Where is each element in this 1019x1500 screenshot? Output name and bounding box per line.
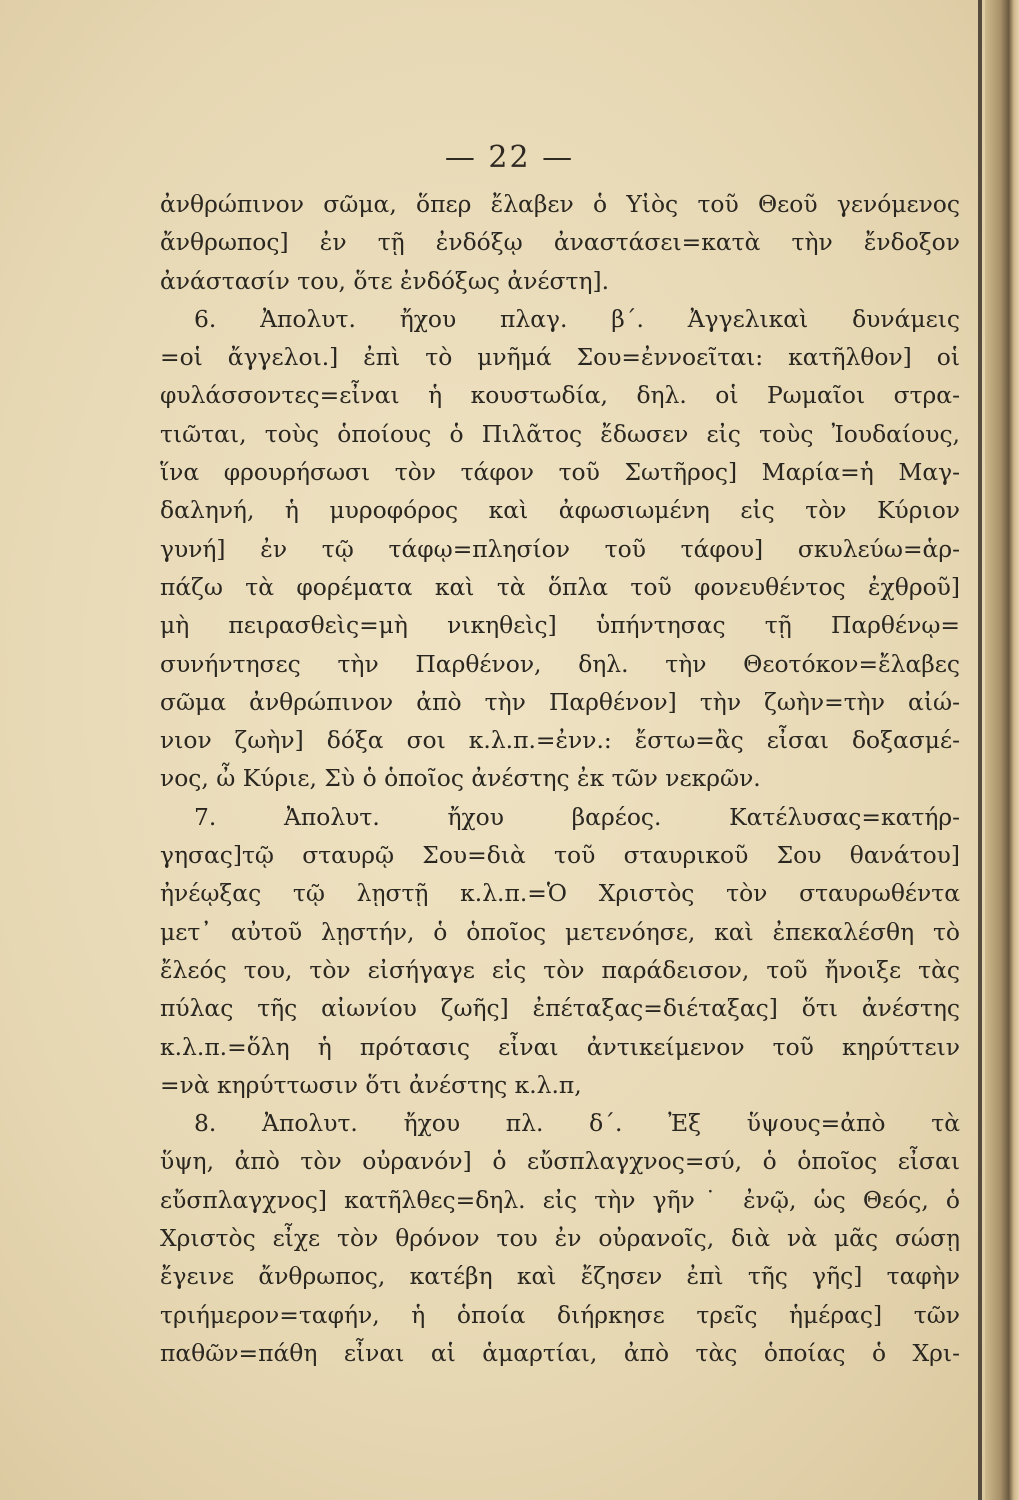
body-text <box>160 185 960 1372</box>
text-line: δαληνή, ἡ μυροφόρος καὶ ἀφωσιωμένη εἰς τὸν Κύριον <box>160 496 960 525</box>
text-line: συνήντησες τὴν Παρθένον, δηλ. τὴν Θεοτόκον=ἔλαβες <box>160 649 960 678</box>
text-line: πύλας τῆς αἰωνίου ζωῆς] ἐπέταξας=διέταξας] ὅτι ἀνέστης <box>160 994 960 1023</box>
text-line: =οἱ ἄγγελοι.] ἐπὶ τὸ μνῆμά Σου=ἐννοεῖται: κατῆλθον] οἱ <box>160 343 960 372</box>
text-line: παθῶν=πάθη εἶναι αἱ ἁμαρτίαι, ἀπὸ τὰς ὁποίας ὁ Χρι- <box>160 1338 960 1367</box>
text-line: ἄνθρωπος] ἐν τῇ ἐνδόξῳ ἀναστάσει=κατὰ τὴν ἔνδοξον <box>160 228 960 257</box>
text-line: μετ᾽ αὐτοῦ λῃστήν, ὁ ὁποῖος μετενόησε, καὶ ἐπεκαλέσθη τὸ <box>160 917 960 946</box>
text-line: τριήμερον=ταφήν, ἡ ὁποία διήρκησε τρεῖς ἡμέρας] τῶν <box>160 1300 960 1329</box>
text-line: ἠνέῳξας τῷ λῃστῇ κ.λ.π.=Ὁ Χριστὸς τὸν σταυρωθέντα <box>160 879 960 908</box>
text-line: νιον ζωὴν] δόξα σοι κ.λ.π.=ἐνν.: ἔστω=ἂς εἶσαι δοξασμέ- <box>160 726 960 755</box>
text-line: φυλάσσοντες=εἶναι ἡ κουστωδία, δηλ. οἱ Ρωμαῖοι στρα- <box>160 381 960 410</box>
text-line: 7. Ἀπολυτ. ἤχου βαρέος. Κατέλυσας=κατήρ- <box>194 802 960 831</box>
text-line: Χριστὸς εἶχε τὸν θρόνον του ἐν οὐρανοῖς, διὰ νὰ μᾶς σώσῃ <box>160 1224 960 1253</box>
text-line: ἀνάστασίν του, ὅτε ἐνδόξως ἀνέστη]. <box>160 266 610 295</box>
text-line: 8. Ἀπολυτ. ἤχου πλ. δ΄. Ἐξ ὕψους=ἀπὸ τὰ <box>194 1109 960 1138</box>
page-number: — 22 — <box>444 140 575 175</box>
text-line: ἔλεός του, τὸν εἰσήγαγε εἰς τὸν παράδεισον, τοῦ ἤνοιξε τὰς <box>160 955 960 984</box>
text-line: τιῶται, τοὺς ὁποίους ὁ Πιλᾶτος ἔδωσεν εἰς τοὺς Ἰουδαίους, <box>160 419 960 448</box>
text-line: μὴ πειρασθεὶς=μὴ νικηθεὶς] ὑπήντησας τῇ Παρθένῳ= <box>160 611 960 640</box>
text-line: γυνή] ἐν τῷ τάφῳ=πλησίον τοῦ τάφου] σκυλεύω=ἁρ- <box>160 534 960 563</box>
page-edge-line <box>978 0 982 1500</box>
text-line: =νὰ κηρύττωσιν ὅτι ἀνέστης κ.λ.π, <box>160 1070 582 1099</box>
text-line: ἵνα φρουρήσωσι τὸν τάφον τοῦ Σωτῆρος] Μαρία=ἡ Μαγ- <box>160 458 960 487</box>
text-line: εὔσπλαγχνος] κατῆλθες=δηλ. εἰς τὴν γῆν˙ ἐνῷ, ὡς Θεός, ὁ <box>160 1185 960 1214</box>
text-line: κ.λ.π.=ὅλη ἡ πρότασις εἶναι ἀντικείμενον τοῦ κηρύττειν <box>160 1032 960 1061</box>
text-line: ὕψη, ἀπὸ τὸν οὐρανόν] ὁ εὔσπλαγχνος=σύ, ὁ ὁποῖος εἶσαι <box>160 1147 960 1176</box>
text-line: νος, ὦ Κύριε, Σὺ ὁ ὁποῖος ἀνέστης ἐκ τῶν νεκρῶν. <box>160 764 761 793</box>
text-line: 6. Ἀπολυτ. ἤχου πλαγ. β΄. Ἀγγελικαὶ δυνάμεις <box>194 304 960 333</box>
text-line: σῶμα ἀνθρώπινον ἀπὸ τὴν Παρθένον] τὴν ζωὴν=τὴν αἰώ- <box>160 687 960 716</box>
page-binding-edge <box>985 0 1019 1500</box>
text-line: γησας]τῷ σταυρῷ Σου=διὰ τοῦ σταυρικοῦ Σου θανάτου] <box>160 841 960 870</box>
text-line: ἔγεινε ἄνθρωπος, κατέβη καὶ ἔζησεν ἐπὶ τῆς γῆς] ταφὴν <box>160 1262 960 1291</box>
text-line: ἀνθρώπινον σῶμα, ὅπερ ἔλαβεν ὁ Υἱὸς τοῦ Θεοῦ γενόμενος <box>160 190 960 218</box>
text-line: πάζω τὰ φορέματα καὶ τὰ ὅπλα τοῦ φονευθέντος ἐχθροῦ] <box>160 572 960 601</box>
